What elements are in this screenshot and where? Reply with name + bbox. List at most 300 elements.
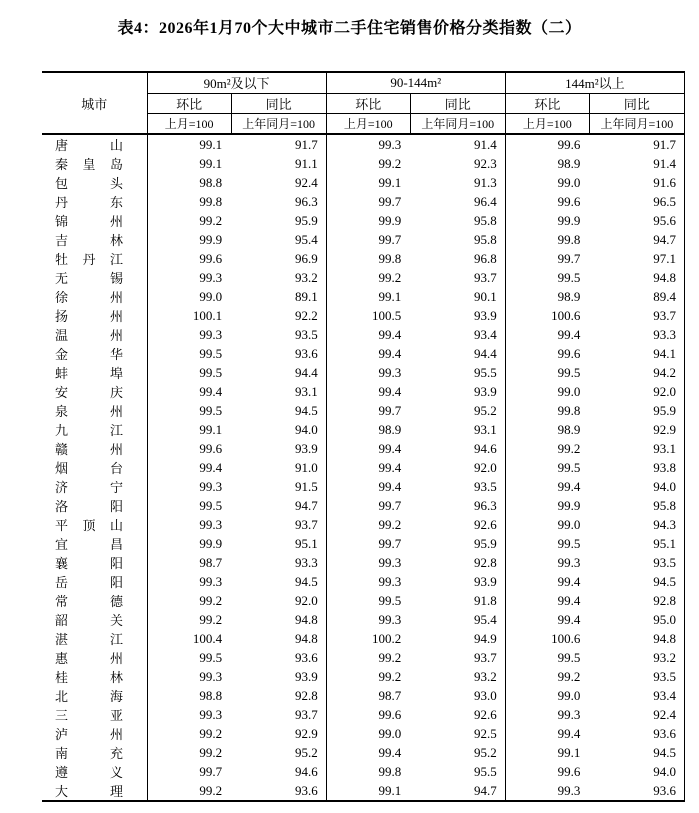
city-cell [42, 192, 147, 211]
city-cell [42, 705, 147, 724]
city-name: 唐山 [55, 138, 123, 153]
city-name: 温州 [55, 328, 123, 343]
city-cell [42, 268, 147, 287]
city-cell [42, 629, 147, 648]
mom-value: 99.3 [199, 668, 223, 684]
city-cell [42, 686, 147, 705]
mom-value: 99.3 [378, 136, 402, 152]
mom-value: 99.3 [199, 269, 223, 285]
mom-value: 98.9 [557, 421, 581, 437]
city-cell [42, 211, 147, 230]
table-row [42, 781, 685, 801]
mom-value: 99.3 [199, 706, 223, 722]
table-row [42, 230, 685, 249]
mom-value: 99.2 [378, 155, 402, 171]
mom-value: 99.0 [557, 383, 581, 399]
table-row [42, 496, 685, 515]
table-row [42, 743, 685, 762]
mom-value: 99.1 [378, 288, 402, 304]
yoy-value: 93.1 [589, 439, 684, 458]
mom-value: 100.4 [192, 630, 223, 646]
yoy-value: 94.8 [231, 629, 326, 648]
mom-value: 99.4 [199, 459, 223, 475]
mom-value: 99.1 [199, 136, 223, 152]
table-row [42, 648, 685, 667]
mom-value: 98.7 [199, 554, 223, 570]
yoy-value: 92.0 [231, 591, 326, 610]
mom-value: 99.4 [378, 440, 402, 456]
yoy-value: 91.5 [231, 477, 326, 496]
table-row [42, 401, 685, 420]
group-header-144-above: 144m²以上 [505, 72, 684, 93]
yoy-value: 93.7 [589, 306, 684, 325]
city-name: 烟台 [55, 461, 123, 476]
city-name: 大理 [55, 784, 123, 799]
yoy-value: 90.1 [410, 287, 505, 306]
mom-value: 99.6 [199, 440, 223, 456]
yoy-value: 95.2 [231, 743, 326, 762]
mom-value: 99.5 [378, 592, 402, 608]
mom-value: 99.5 [557, 535, 581, 551]
city-cell [42, 154, 147, 173]
city-name: 济宁 [55, 480, 123, 495]
yoy-value: 91.8 [410, 591, 505, 610]
city-cell [42, 534, 147, 553]
mom-value: 99.7 [557, 250, 581, 266]
yoy-header: 同比 [410, 93, 505, 113]
mom-value: 99.1 [557, 744, 581, 760]
mom-value: 99.5 [557, 364, 581, 380]
city-name: 南充 [55, 746, 123, 761]
city-cell [42, 325, 147, 344]
mom-value: 99.3 [378, 364, 402, 380]
mom-value: 100.1 [192, 307, 223, 323]
yoy-value: 91.7 [589, 134, 684, 154]
yoy-header: 同比 [231, 93, 326, 113]
city-cell [42, 230, 147, 249]
table-body [42, 134, 685, 801]
yoy-value: 93.6 [589, 781, 684, 801]
yoy-value: 97.1 [589, 249, 684, 268]
table-row [42, 382, 685, 401]
yoy-value: 92.2 [231, 306, 326, 325]
city-column-header: 城市 [42, 72, 147, 134]
yoy-value: 92.5 [410, 724, 505, 743]
table-row [42, 439, 685, 458]
mom-value: 99.4 [199, 383, 223, 399]
city-name: 安庆 [55, 385, 123, 400]
yoy-value: 94.0 [589, 762, 684, 781]
city-cell [42, 553, 147, 572]
mom-value: 99.8 [557, 402, 581, 418]
table-row [42, 154, 685, 173]
mom-base-header: 上月=100 [147, 113, 231, 134]
city-name: 北海 [55, 689, 123, 704]
city-name: 遵义 [55, 765, 123, 780]
mom-value: 99.4 [557, 725, 581, 741]
table-row [42, 306, 685, 325]
city-name: 九江 [55, 423, 123, 438]
mom-value: 99.7 [199, 763, 223, 779]
mom-value: 99.7 [378, 535, 402, 551]
yoy-value: 96.8 [410, 249, 505, 268]
yoy-value: 94.0 [589, 477, 684, 496]
mom-value: 99.3 [378, 554, 402, 570]
mom-value: 99.4 [378, 459, 402, 475]
city-cell [42, 382, 147, 401]
yoy-value: 93.6 [231, 344, 326, 363]
mom-value: 99.1 [378, 782, 402, 798]
yoy-value: 93.8 [589, 458, 684, 477]
mom-value: 99.1 [378, 174, 402, 190]
yoy-value: 92.0 [589, 382, 684, 401]
yoy-value: 95.5 [410, 363, 505, 382]
mom-value: 99.2 [557, 440, 581, 456]
mom-value: 99.3 [199, 516, 223, 532]
table-row [42, 287, 685, 306]
yoy-value: 93.7 [231, 515, 326, 534]
city-cell [42, 287, 147, 306]
mom-value: 99.0 [557, 516, 581, 532]
mom-value: 99.5 [199, 497, 223, 513]
city-cell [42, 458, 147, 477]
mom-value: 99.6 [557, 345, 581, 361]
city-cell [42, 572, 147, 591]
mom-value: 99.9 [378, 212, 402, 228]
group-header-90-below: 90m²及以下 [147, 72, 326, 93]
mom-base-header: 上月=100 [326, 113, 410, 134]
mom-value: 99.7 [378, 497, 402, 513]
yoy-value: 95.9 [231, 211, 326, 230]
price-index-table [42, 71, 685, 802]
yoy-base-header: 上年同月=100 [231, 113, 326, 134]
city-cell [42, 496, 147, 515]
mom-value: 99.2 [378, 668, 402, 684]
mom-value: 99.9 [557, 497, 581, 513]
mom-value: 99.2 [378, 269, 402, 285]
city-name: 湛江 [55, 632, 123, 647]
mom-value: 99.2 [557, 668, 581, 684]
mom-value: 100.6 [551, 307, 581, 323]
mom-value: 99.3 [557, 706, 581, 722]
yoy-value: 93.5 [589, 667, 684, 686]
yoy-value: 94.8 [589, 268, 684, 287]
mom-value: 99.7 [378, 402, 402, 418]
table-row [42, 249, 685, 268]
page-title: 表4：2026年1月70个大中城市二手住宅销售价格分类指数（二） [117, 20, 582, 37]
yoy-value: 93.5 [231, 325, 326, 344]
city-name: 扬州 [55, 309, 123, 324]
city-cell [42, 743, 147, 762]
yoy-value: 95.9 [589, 401, 684, 420]
yoy-value: 95.2 [410, 401, 505, 420]
yoy-value: 94.6 [410, 439, 505, 458]
city-cell [42, 762, 147, 781]
city-cell [42, 401, 147, 420]
mom-value: 99.1 [199, 421, 223, 437]
city-cell [42, 648, 147, 667]
mom-value: 99.3 [378, 611, 402, 627]
mom-value: 99.3 [199, 478, 223, 494]
mom-value: 99.4 [378, 478, 402, 494]
mom-value: 99.1 [199, 155, 223, 171]
yoy-value: 96.5 [589, 192, 684, 211]
table-row [42, 591, 685, 610]
yoy-value: 95.6 [589, 211, 684, 230]
yoy-value: 93.9 [231, 667, 326, 686]
city-cell [42, 344, 147, 363]
mom-value: 99.6 [557, 136, 581, 152]
yoy-value: 94.8 [231, 610, 326, 629]
table-row [42, 534, 685, 553]
mom-value: 99.3 [557, 554, 581, 570]
mom-value: 99.4 [378, 345, 402, 361]
mom-value: 98.9 [557, 155, 581, 171]
city-name: 牡丹江 [55, 252, 123, 267]
city-cell [42, 249, 147, 268]
city-cell [42, 781, 147, 801]
yoy-value: 92.9 [589, 420, 684, 439]
table-row [42, 325, 685, 344]
yoy-value: 96.3 [231, 192, 326, 211]
yoy-value: 93.5 [589, 553, 684, 572]
city-cell [42, 724, 147, 743]
city-name: 丹东 [55, 195, 123, 210]
mom-value: 99.5 [199, 649, 223, 665]
mom-value: 99.9 [199, 231, 223, 247]
yoy-base-header: 上年同月=100 [589, 113, 684, 134]
mom-value: 99.4 [557, 611, 581, 627]
yoy-value: 94.7 [589, 230, 684, 249]
mom-value: 99.4 [378, 744, 402, 760]
city-name: 洛阳 [55, 499, 123, 514]
table-row [42, 458, 685, 477]
yoy-value: 95.8 [589, 496, 684, 515]
table-row [42, 515, 685, 534]
mom-value: 99.8 [378, 250, 402, 266]
yoy-value: 91.4 [410, 134, 505, 154]
yoy-value: 95.4 [410, 610, 505, 629]
city-cell [42, 591, 147, 610]
yoy-value: 94.5 [231, 572, 326, 591]
mom-value: 99.2 [199, 744, 223, 760]
mom-header: 环比 [147, 93, 231, 113]
city-name: 平顶山 [55, 518, 123, 533]
yoy-value: 93.1 [410, 420, 505, 439]
yoy-value: 92.8 [231, 686, 326, 705]
city-cell [42, 363, 147, 382]
yoy-value: 96.9 [231, 249, 326, 268]
yoy-value: 92.4 [231, 173, 326, 192]
yoy-value: 93.4 [410, 325, 505, 344]
mom-value: 99.3 [557, 782, 581, 798]
city-name: 泉州 [55, 404, 123, 419]
yoy-value: 92.8 [410, 553, 505, 572]
yoy-value: 93.7 [410, 268, 505, 287]
mom-header: 环比 [326, 93, 410, 113]
mom-value: 99.0 [378, 725, 402, 741]
yoy-value: 93.2 [589, 648, 684, 667]
mom-value: 99.2 [199, 212, 223, 228]
yoy-value: 95.1 [231, 534, 326, 553]
city-name: 韶关 [55, 613, 123, 628]
yoy-value: 93.9 [410, 572, 505, 591]
city-name: 蚌埠 [55, 366, 123, 381]
city-name: 常德 [55, 594, 123, 609]
city-name: 无锡 [55, 271, 123, 286]
table-row [42, 477, 685, 496]
mom-header: 环比 [505, 93, 589, 113]
table-row [42, 192, 685, 211]
table-row [42, 211, 685, 230]
mom-value: 99.2 [378, 516, 402, 532]
mom-value: 99.6 [199, 250, 223, 266]
mom-value: 99.5 [199, 402, 223, 418]
mom-value: 99.5 [557, 459, 581, 475]
table-row [42, 268, 685, 287]
mom-value: 99.7 [378, 193, 402, 209]
yoy-value: 93.9 [410, 382, 505, 401]
city-name: 岳阳 [55, 575, 123, 590]
yoy-value: 91.3 [410, 173, 505, 192]
table-header [42, 72, 685, 134]
yoy-value: 94.5 [231, 401, 326, 420]
yoy-base-header: 上年同月=100 [410, 113, 505, 134]
yoy-value: 93.4 [589, 686, 684, 705]
mom-value: 99.8 [199, 193, 223, 209]
mom-value: 99.5 [199, 364, 223, 380]
yoy-value: 93.9 [231, 439, 326, 458]
yoy-value: 93.0 [410, 686, 505, 705]
table-row [42, 572, 685, 591]
city-name: 包头 [55, 176, 123, 191]
table-row [42, 553, 685, 572]
mom-value: 99.4 [378, 383, 402, 399]
yoy-value: 93.2 [231, 268, 326, 287]
yoy-header: 同比 [589, 93, 684, 113]
table-row [42, 686, 685, 705]
yoy-value: 93.6 [231, 648, 326, 667]
mom-base-header: 上月=100 [505, 113, 589, 134]
yoy-value: 91.4 [589, 154, 684, 173]
yoy-value: 93.5 [410, 477, 505, 496]
yoy-value: 96.3 [410, 496, 505, 515]
mom-value: 99.0 [557, 174, 581, 190]
group-header-90-144: 90-144m² [326, 72, 505, 93]
yoy-value: 94.9 [410, 629, 505, 648]
mom-value: 99.5 [557, 269, 581, 285]
mom-value: 99.7 [378, 231, 402, 247]
yoy-value: 94.4 [410, 344, 505, 363]
city-name: 赣州 [55, 442, 123, 457]
mom-value: 99.8 [557, 231, 581, 247]
mom-value: 99.2 [199, 725, 223, 741]
yoy-value: 94.7 [231, 496, 326, 515]
table-row [42, 610, 685, 629]
mom-value: 99.2 [199, 782, 223, 798]
mom-value: 98.9 [378, 421, 402, 437]
yoy-value: 95.5 [410, 762, 505, 781]
mom-value: 99.3 [378, 573, 402, 589]
yoy-value: 94.4 [231, 363, 326, 382]
mom-value: 99.0 [199, 288, 223, 304]
table-row [42, 629, 685, 648]
city-name: 吉林 [55, 233, 123, 248]
city-cell [42, 439, 147, 458]
yoy-value: 92.6 [410, 515, 505, 534]
city-name: 三亚 [55, 708, 123, 723]
yoy-value: 94.3 [589, 515, 684, 534]
city-name: 徐州 [55, 290, 123, 305]
mom-value: 99.9 [557, 212, 581, 228]
yoy-value: 95.1 [589, 534, 684, 553]
yoy-value: 94.5 [589, 572, 684, 591]
yoy-value: 91.7 [231, 134, 326, 154]
city-name: 惠州 [55, 651, 123, 666]
city-cell [42, 515, 147, 534]
table-row [42, 705, 685, 724]
city-cell [42, 134, 147, 154]
mom-value: 99.0 [557, 687, 581, 703]
yoy-value: 94.8 [589, 629, 684, 648]
yoy-value: 93.3 [231, 553, 326, 572]
table-row [42, 363, 685, 382]
yoy-value: 91.6 [589, 173, 684, 192]
yoy-value: 94.1 [589, 344, 684, 363]
yoy-value: 92.0 [410, 458, 505, 477]
mom-value: 100.5 [371, 307, 402, 323]
yoy-value: 94.6 [231, 762, 326, 781]
yoy-value: 93.3 [589, 325, 684, 344]
city-name: 锦州 [55, 214, 123, 229]
mom-value: 99.5 [199, 345, 223, 361]
mom-value: 100.6 [551, 630, 581, 646]
mom-value: 99.4 [557, 326, 581, 342]
yoy-value: 94.7 [410, 781, 505, 801]
city-name: 金华 [55, 347, 123, 362]
yoy-value: 94.2 [589, 363, 684, 382]
yoy-value: 92.3 [410, 154, 505, 173]
yoy-value: 93.2 [410, 667, 505, 686]
city-cell [42, 173, 147, 192]
yoy-value: 93.9 [410, 306, 505, 325]
mom-value: 99.3 [199, 573, 223, 589]
city-name: 秦皇岛 [55, 157, 123, 172]
yoy-value: 92.9 [231, 724, 326, 743]
yoy-value: 93.6 [589, 724, 684, 743]
table-row [42, 344, 685, 363]
mom-value: 99.6 [557, 763, 581, 779]
mom-value: 99.2 [199, 592, 223, 608]
mom-value: 99.2 [378, 649, 402, 665]
yoy-value: 96.4 [410, 192, 505, 211]
yoy-value: 95.8 [410, 230, 505, 249]
table-row [42, 667, 685, 686]
yoy-value: 91.1 [231, 154, 326, 173]
yoy-value: 93.7 [231, 705, 326, 724]
table-row [42, 420, 685, 439]
mom-value: 98.8 [199, 687, 223, 703]
yoy-value: 95.4 [231, 230, 326, 249]
mom-value: 100.2 [371, 630, 402, 646]
mom-value: 98.8 [199, 174, 223, 190]
yoy-value: 95.8 [410, 211, 505, 230]
city-cell [42, 477, 147, 496]
city-name: 襄阳 [55, 556, 123, 571]
city-name: 泸州 [55, 727, 123, 742]
yoy-value: 93.6 [231, 781, 326, 801]
yoy-value: 95.0 [589, 610, 684, 629]
